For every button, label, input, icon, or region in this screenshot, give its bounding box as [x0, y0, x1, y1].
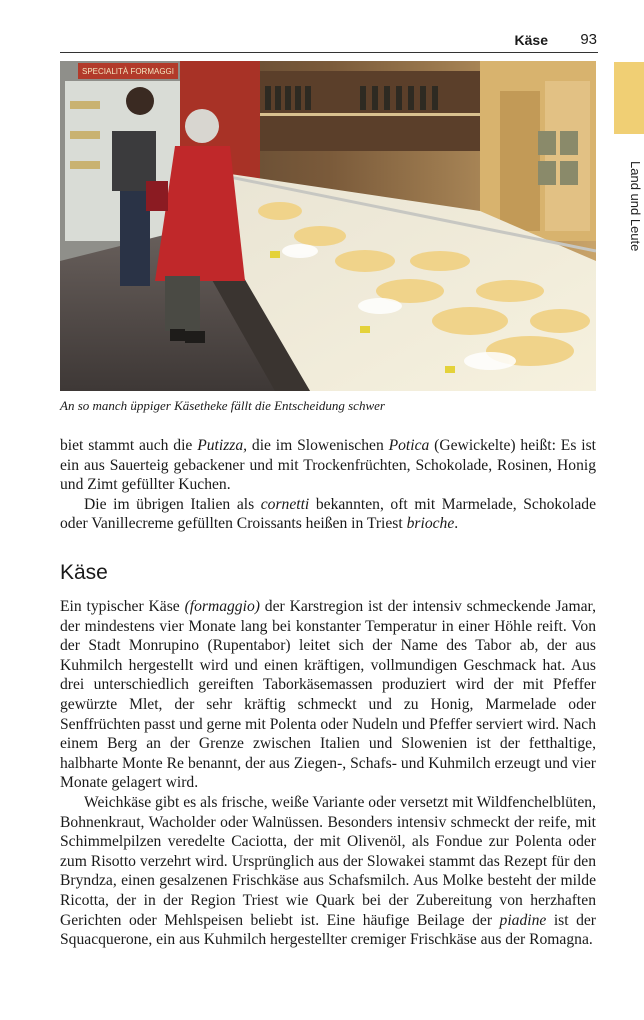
text-run: biet stammt auch die	[60, 437, 198, 454]
emphasis: Putizza,	[197, 437, 248, 454]
text-run: die im Slowenischen	[247, 437, 389, 454]
text-run: Die im übrigen Italien als	[84, 495, 261, 513]
chapter-label: Land und Leute	[628, 160, 643, 252]
figure-caption: An so manch üppiger Käsetheke fällt die Entscheidung schwer	[60, 398, 385, 413]
intro-text	[60, 436, 596, 534]
text-run: ist der Squacquerone, ein aus Kuhmilch hergestellter cremiger Frischkäse aus der Romagna.	[60, 911, 596, 949]
header-title: Käse	[514, 32, 548, 48]
page-number: 93	[580, 31, 597, 48]
cheese-counter-photo	[60, 61, 596, 391]
emphasis: piadine	[499, 911, 547, 929]
text-run: Ein typischer Käse	[60, 598, 185, 615]
body-paragraph	[60, 597, 596, 793]
shop-sign: SPECIALITÀ FORMAGGI	[81, 67, 175, 76]
emphasis: brioche	[406, 515, 455, 533]
emphasis: (formaggio)	[184, 598, 260, 615]
text-run: bekannten, oft mit Marmelade, Schokolade oder Vanillecreme gefüllten Croissants heißen in Triest	[60, 495, 596, 533]
text-run: .	[454, 515, 459, 533]
chapter-tab	[614, 62, 644, 134]
text-run: der Karstregion ist der intensiv schmeckende Jamar, der mindestens vier Monate lang bei konstanter Temperatur in einer Höhle reift. Von der Stadt Monrupino (Rupentabor) leitet sich der Name des Tabor ab, der aus Kuhmilch hergestellt wird und einen kräftigen, vollmundigen Geschmack hat. Aus drei unterschiedlich gereiften Taborkäsemassen produziert wird der mit Pfeffer gewürzte Mlet, der sehr kräftig schmeckt und zu Honig, Marmelade oder Senffrüchten passt und gerne mit Polenta oder Nudeln und Pfeffer serviert wird. Nach einem Berg an der Grenze zwischen Italien und Slowenien ist der fetthaltige, halbharte Monte Re benannt, der aus Ziegen-, Schafs- und Kuhmilch erzeugt und vier Monate gelagert wird.	[60, 598, 596, 792]
text-run: Weichkäse gibt es als frische, weiße Variante oder versetzt mit Wildfenchelblüten, Bohnenkraut, Wacholder oder Walnüssen. Besonders intensiv schmeckt der reife, mit Schimmelpilzen veredelte Caciotta, der mit Olivenöl, als Fondue zur Polenta oder zum Risotto verzehrt wird. Ursprünglich aus der Slowakei stammt das Rezept für den Bryndza, einen gesalzenen Frischkäse aus Schafsmilch. Aus Molke besteht der milde Ricotta, der in der Region Triest wie Quark bei der Zubereitung von herzhaften Gerichten oder Mehlspeisen beliebt ist. Eine häufige Beilage der	[60, 793, 596, 929]
body-paragraph	[60, 793, 596, 950]
emphasis: Potica	[388, 437, 430, 454]
intro-paragraph	[60, 495, 596, 534]
section-title: Käse	[60, 561, 108, 584]
intro-paragraph	[60, 436, 596, 495]
header-rule	[60, 52, 598, 53]
section-body	[60, 597, 596, 950]
text-run: (Gewickelte) heißt: Es ist ein aus Sauerteig gebackener und mit Trockenfrüchten, Schokolade, Rosinen, Honig und Zimt gefüllter Kuchen.	[60, 437, 596, 494]
emphasis: cornetti	[260, 495, 310, 513]
